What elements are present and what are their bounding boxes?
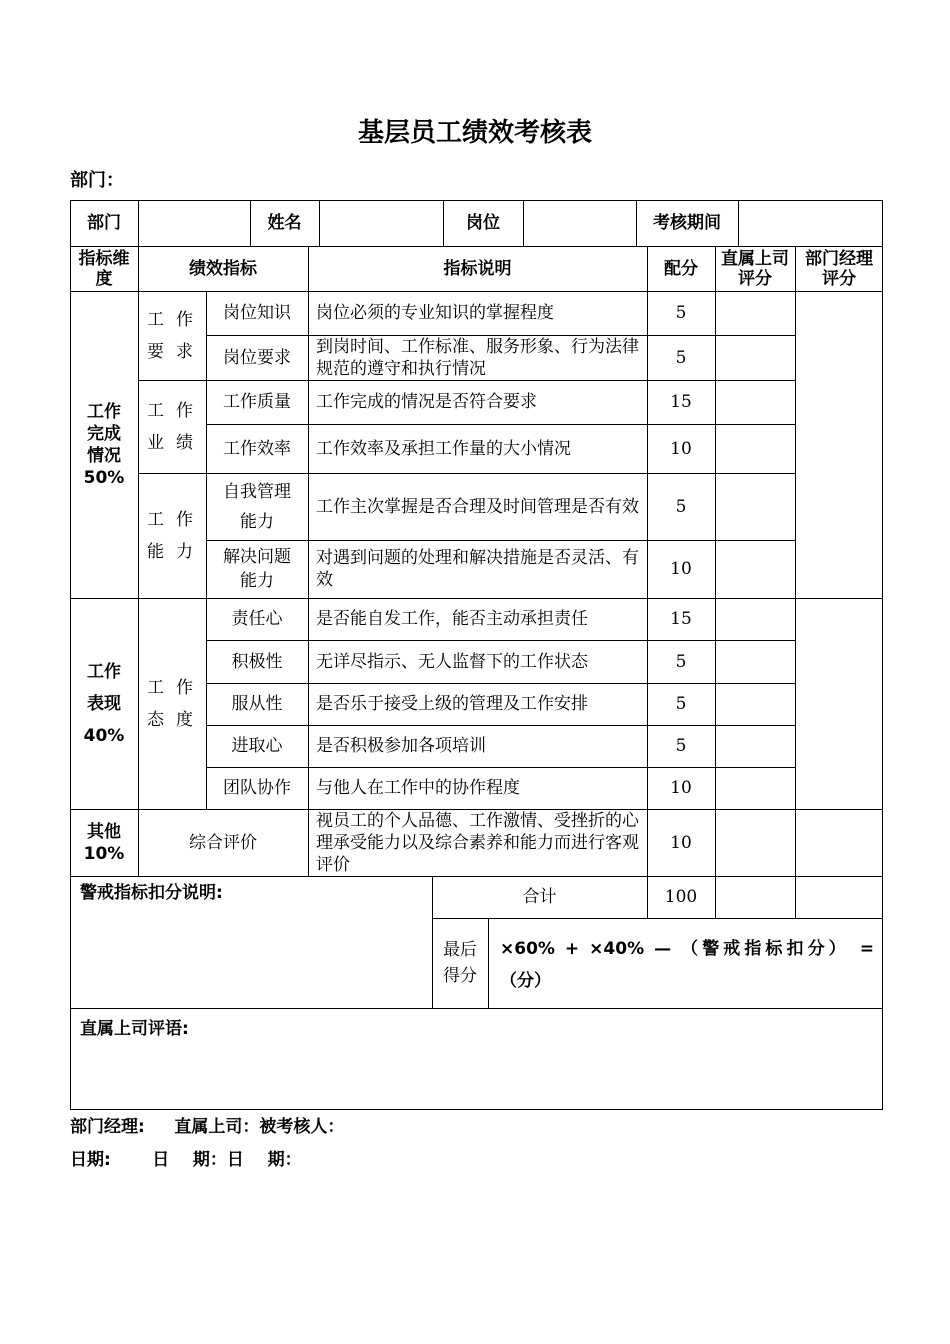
manager-score-input-completion[interactable] (795, 291, 882, 598)
indicator-description: 岗位必须的专业知识的掌握程度 (316, 303, 554, 323)
indicator-label: 解决问题能力 (223, 547, 291, 591)
supervisor-score-input[interactable] (715, 683, 795, 725)
indicator-label: 服从性 (231, 694, 283, 714)
header-manager-score: 部门经理评分 (805, 248, 873, 289)
supervisor-score-input[interactable] (715, 725, 795, 767)
indicator-score: 10 (670, 559, 692, 579)
indicator-label: 进取心 (231, 736, 283, 756)
final-score-formula[interactable] (488, 918, 882, 1008)
formula-line-1: ×60% + ×40% — （警戒指标扣分） = (500, 939, 874, 959)
indicator-score: 5 (675, 651, 687, 672)
group-requirements: 工作要求 (147, 309, 205, 362)
indicator-score: 5 (675, 496, 687, 517)
total-score: 100 (664, 887, 698, 907)
manager-score-input[interactable] (795, 809, 882, 876)
indicator-score: 10 (670, 778, 692, 798)
indicator-description: 与他人在工作中的协作程度 (316, 778, 520, 798)
header-score: 配分 (664, 258, 698, 279)
supervisor-comment-label: 直属上司评语: (80, 1019, 189, 1039)
indicator-description: 工作主次掌握是否合理及时间管理是否有效 (316, 496, 639, 517)
supervisor-score-input[interactable] (715, 291, 795, 335)
indicator-description: 工作效率及承担工作量的大小情况 (316, 438, 571, 459)
header-dimension: 指标维度 (78, 248, 130, 289)
overall-description: 视员工的个人品德、工作激情、受挫折的心理承受能力以及综合素养和能力而进行客观评价 (316, 810, 639, 875)
supervisor-score-input[interactable] (715, 540, 795, 598)
indicator-description: 工作完成的情况是否符合要求 (316, 392, 537, 412)
supervisor-score-input[interactable] (715, 767, 795, 809)
dimension-work-performance: 工作表现40% (83, 661, 125, 746)
supervisor-score-input[interactable] (715, 380, 795, 424)
supervisor-score-input[interactable] (715, 640, 795, 683)
indicator-label: 积极性 (231, 651, 283, 672)
indicator-label: 自我管理能力 (223, 481, 291, 532)
indicator-label: 岗位要求 (223, 347, 291, 368)
dept-input[interactable] (138, 200, 250, 246)
group-results: 工作业绩 (147, 400, 205, 453)
indicator-score: 5 (675, 694, 687, 714)
indicator-description: 是否乐于接受上级的管理及工作安排 (316, 694, 588, 714)
header-indicator: 绩效指标 (189, 258, 257, 279)
supervisor-score-input[interactable] (715, 598, 795, 640)
period-label: 考核期间 (653, 213, 721, 233)
post-label: 岗位 (466, 213, 500, 233)
name-label: 姓名 (267, 213, 302, 233)
indicator-label: 工作质量 (223, 392, 291, 412)
header-supervisor-score: 直属上司评分 (721, 248, 789, 289)
warning-deduction-label: 警戒指标扣分说明: (80, 883, 223, 903)
indicator-label: 工作效率 (223, 438, 291, 459)
indicator-score: 5 (675, 736, 687, 756)
supervisor-score-input[interactable] (715, 473, 795, 540)
group-attitude: 工作态度 (147, 677, 205, 730)
final-score-label: 最后得分 (443, 940, 477, 986)
date-line: 日期: 日 期：日 期： (70, 1150, 302, 1170)
group-ability: 工作能力 (147, 509, 205, 562)
manager-score-input-performance[interactable] (795, 598, 882, 809)
indicator-description: 到岗时间、工作标准、服务形象、行为法律规范的遵守和执行情况 (316, 336, 639, 379)
indicator-score: 10 (670, 438, 692, 459)
post-input[interactable] (523, 200, 636, 246)
department-field-label: 部门： (70, 170, 124, 191)
indicator-score: 15 (670, 609, 692, 629)
dept-label: 部门 (87, 213, 121, 233)
total-label: 合计 (522, 887, 557, 907)
indicator-description: 是否积极参加各项培训 (316, 736, 486, 756)
indicator-score: 15 (670, 392, 692, 412)
supervisor-total-input[interactable] (715, 876, 795, 918)
manager-total-input[interactable] (795, 876, 882, 918)
signature-line: 部门经理: 直属上司：被考核人： (70, 1117, 345, 1137)
indicator-label: 团队协作 (223, 778, 291, 798)
indicator-score: 5 (675, 303, 687, 323)
overall-score: 10 (670, 832, 692, 853)
indicator-description: 无详尽指示、无人监督下的工作状态 (316, 651, 588, 672)
supervisor-score-input[interactable] (715, 335, 795, 380)
form-title: 基层员工绩效考核表 (357, 118, 592, 148)
indicator-score: 5 (675, 347, 687, 368)
supervisor-score-input[interactable] (715, 424, 795, 473)
dimension-other: 其他10% (83, 821, 125, 864)
indicator-description: 对遇到问题的处理和解决措施是否灵活、有效 (316, 548, 639, 590)
dimension-work-completion: 工作完成情况50% (83, 401, 125, 488)
indicator-description: 是否能自发工作，能否主动承担责任 (316, 609, 588, 629)
overall-indicator: 综合评价 (189, 832, 257, 853)
indicator-label: 责任心 (231, 609, 283, 629)
period-input[interactable] (738, 200, 883, 246)
supervisor-score-input[interactable] (715, 809, 795, 876)
indicator-label: 岗位知识 (223, 303, 291, 323)
header-description: 指标说明 (443, 258, 512, 279)
appraisal-table (70, 200, 883, 1110)
formula-line-2: （分） (500, 971, 551, 991)
name-input[interactable] (319, 200, 443, 246)
